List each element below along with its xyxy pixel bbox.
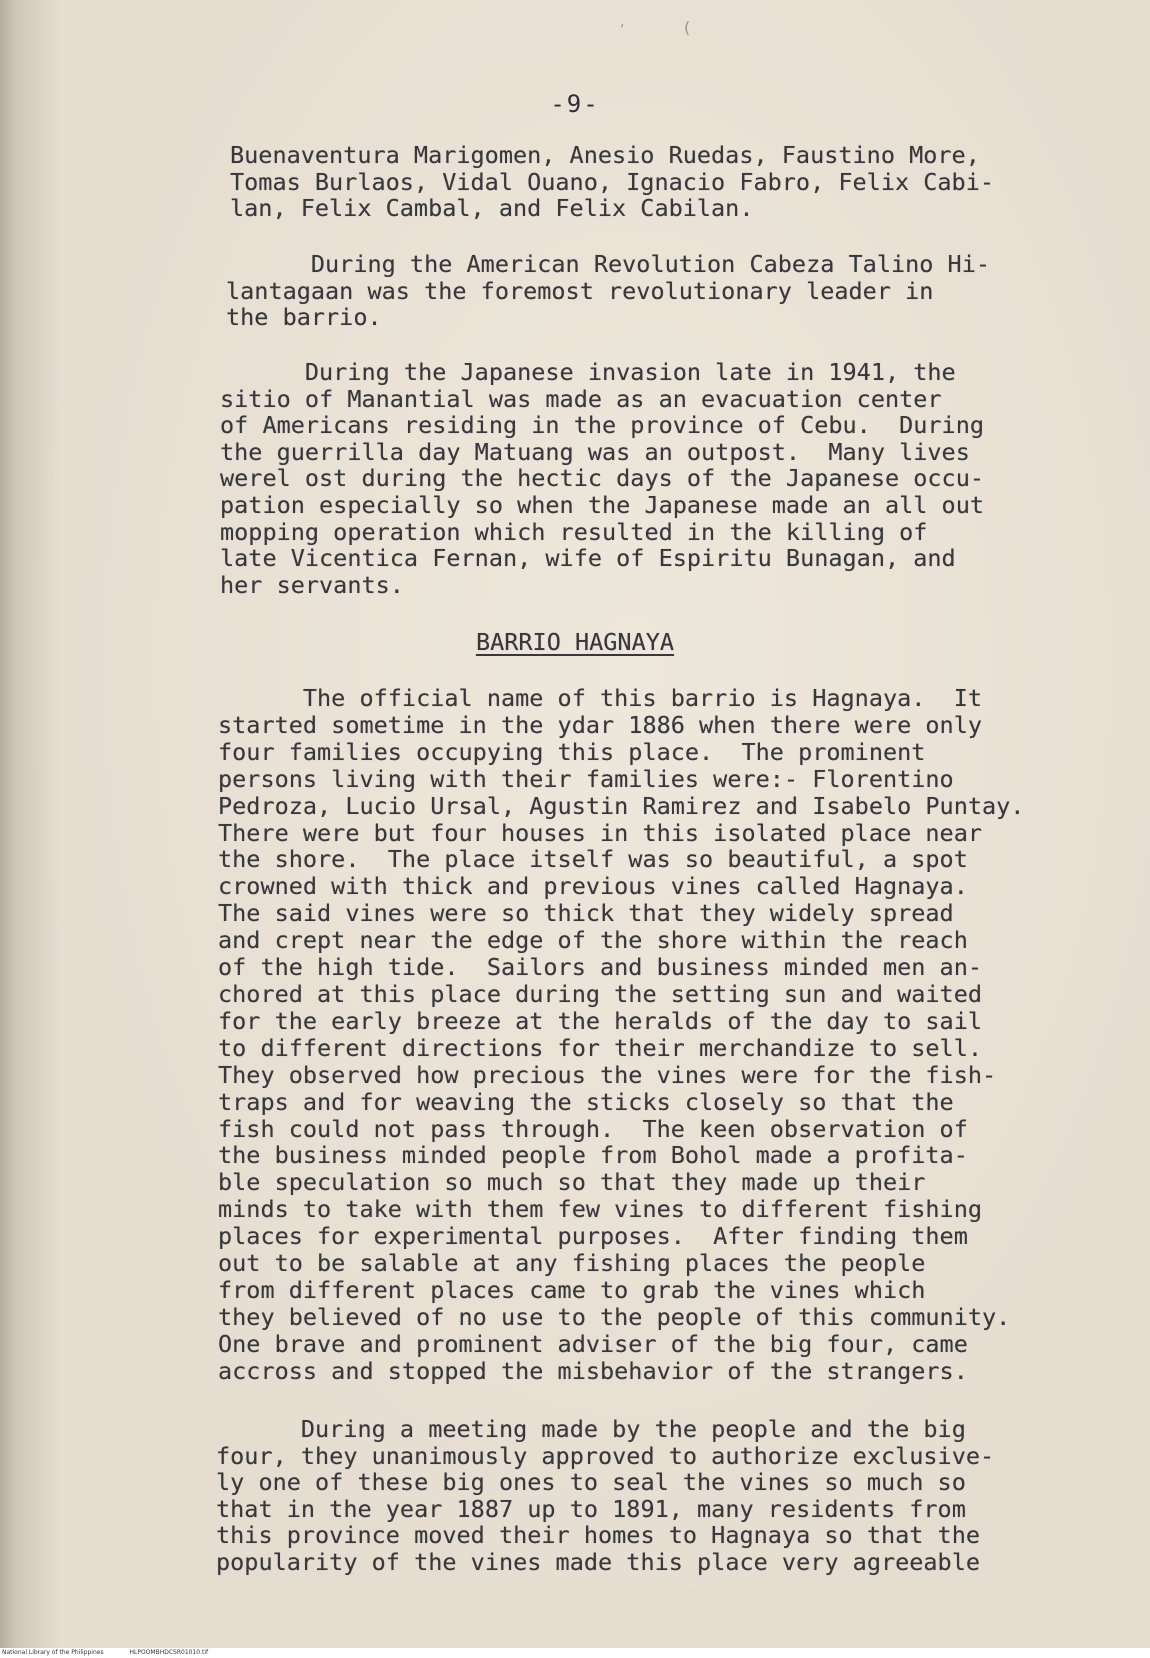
paragraph-meeting: During a meeting made by the people and the big four, they unanimously approved to authorize exclusive- ly one of these big ones to seal the vines so much so that in the year 1887 up to 1891, many residents from this province moved their homes to Hagnaya so that the popularity of the vines made this place very agreeable: [216, 1415, 995, 1576]
paper-speck: ,: [620, 14, 625, 30]
scan-footer: [0, 1648, 1150, 1658]
paragraph-hagnaya-origin: The official name of this barrio is Hagnaya. It started sometime in the ydar 1886 when there were only four families occupying this place. The prominent persons living with their families were:- Florentino Pedroza, Lucio Ursal, Agustin Ramirez and Isabelo Puntay. There were but four houses in this isolated place near the shore. The place itself was so beautiful, a spot crowned with thick and previous vines called Hagnaya. The said vines were so thick that they widely spread and crept near the edge of the shore within the reach of the high tide. Sailors and business minded men an- chored at this place during the setting sun and waited for the early breeze at the heralds of the day to sail to different directions for their merchandize to sell. They observed how precious the vines were for the fish- traps and for weaving the sticks closely so that the fish could not pass through. The keen observation of the business minded people from Bohol made a profita- ble speculation so much so that they made up their minds to take with them few vines to different fishing places for experimental purposes. After finding them out to be salable at any fishing places the people from different places came to grab the vines which they believed of no use to the people of this community. One brave and prominent adviser of the big four, came accross and stopped the misbehavior of the strangers.: [218, 684, 1025, 1385]
page-number: -9-: [550, 90, 600, 118]
paragraph-intro-names: Buenaventura Marigomen, Anesio Ruedas, Faustino More, Tomas Burlaos, Vidal Ouano, Ignacio Fabro, Felix Cabi- lan, Felix Cambal, and Felix Cabilan.: [230, 141, 995, 223]
paragraph-american-revolution: During the American Revolution Cabeza Talino Hi- lantagaan was the foremost revolutionary leader in the barrio.: [226, 250, 991, 332]
footer-library: National Library of the Philippines: [2, 1649, 104, 1656]
paragraph-japanese-invasion: During the Japanese invasion late in 1941, the sitio of Manantial was made as an evacuation center of Americans residing in the province of Cebu. During the guerrilla day Matuang was an outpost. Many lives werel ost during the hectic days of the Japanese occu- pation especially so when the Japanese made an all out mopping operation which resulted in the killing of late Vicentica Fernan, wife of Espiritu Bunagan, and her servants.: [220, 358, 985, 599]
section-heading-barrio-hagnaya: BARRIO HAGNAYA: [475, 628, 675, 656]
paper-speck: (: [684, 18, 691, 37]
footer-file-id: HLPOOMBHDCSR01010.tif: [129, 1649, 209, 1656]
